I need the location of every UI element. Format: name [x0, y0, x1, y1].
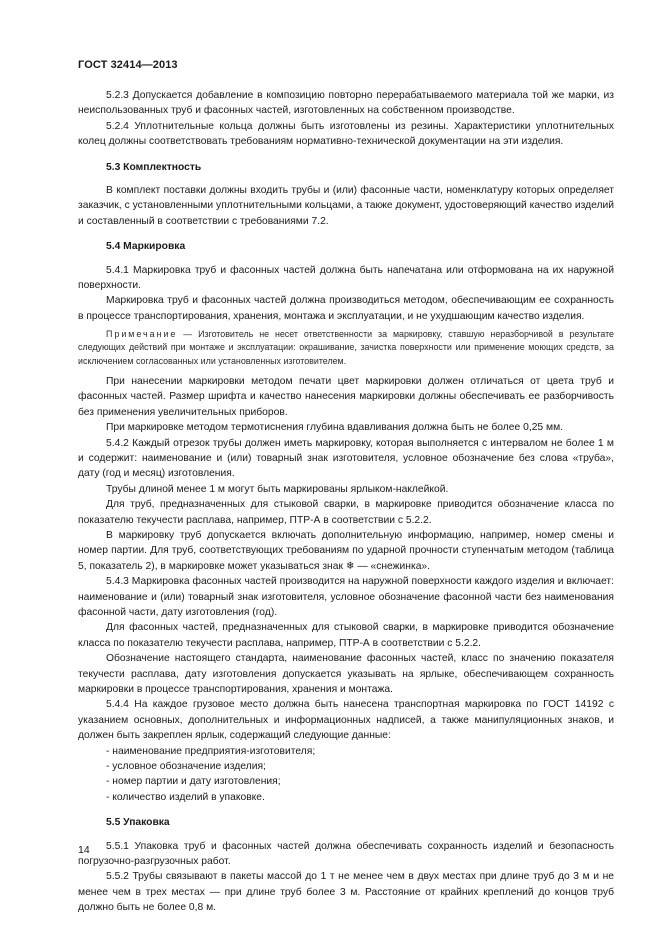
printing-paragraph: При нанесении маркировки методом печати цвет маркировки должен отличаться от цвета труб и фасонных частей. Размер шрифта и качество нанесения маркировки должны обеспечивать ее разборчивость без применения увеличительных приборов. [78, 375, 614, 418]
document-body [78, 88, 614, 916]
clause-5-3-text: В комплект поставки должны входить трубы и (или) фасонные части, номенклатуру которых определяет заказчик, с установленными уплотнительными кольцами, а также документ, удостоверяющий качество изделий и составленный в соответствии с требованиями 7.2. [78, 185, 614, 227]
thermo-embossing-paragraph: При маркировке методом термотиснения глубина вдавливания должна быть не более 0,25 мм. [106, 422, 564, 434]
clause-5-2-3: 5.2.3 Допускается добавление в композицию повторно перерабатываемого материала той же марки, из неиспользованных труб и фасонных частей, изготовленных на собственном производстве. [78, 90, 614, 117]
butt-welding-fittings-paragraph: Для фасонных частей, предназначенных для стыковой сварки, в маркировке приводится обозначение класса по показателю текучести расплава, например, ПТР-А в соответствии с 5.2.2. [78, 622, 614, 649]
note-paragraph [78, 328, 614, 368]
section-heading-5-4: 5.4 Маркировка [106, 241, 186, 253]
clause-5-4-3: 5.4.3 Маркировка фасонных частей производится на наружной поверхности каждого изделия и включает: наименование и (или) товарный знак изготовителя, условное обозначение фасонной части без наименования фасонной части, дату изготовления (год). [78, 576, 614, 618]
list-item: - условное обозначение изделия; [106, 761, 266, 773]
section-heading-5-3: 5.3 Комплектность [106, 161, 202, 173]
clause-5-4-4: 5.4.4 На каждое грузовое место должна быть нанесена транспортная маркировка по ГОСТ 14192 с указанием основных, дополнительных и информационных надписей, а также манипуляционных знаков, и должен быть закреплен ярлык, содержащий следующие данные: [78, 699, 614, 742]
clause-5-2-4: 5.2.4 Уплотнительные кольца должны быть изготовлены из резины. Характеристики уплотнительных колец должны соответствовать требованиям нормативно-технической документации на эти изделия. [78, 120, 614, 148]
clause-5-4-2: 5.4.2 Каждый отрезок трубы должен иметь маркировку, которая выполняется с интервалом не более 1 м и содержит: наименование и (или) товарный знак изготовителя, условное обозначение без слова «труба», дату (год и месяц) изготовления. [78, 437, 614, 480]
note-text: — Изготовитель не несет ответственности за маркировку, ставшую неразборчивой в результате следующих действий при монтаже и эксплуатации: окрашивание, зачистка поверхности или применение моющих средств, за исключением согласованных или установленных изготовителем. [78, 329, 614, 366]
short-pipes-paragraph: Трубы длиной менее 1 м могут быть маркированы ярлыком-наклейкой. [106, 483, 449, 495]
clause-5-5-2: 5.5.2 Трубы связывают в пакеты массой до 1 т не менее чем в двух местах при длине труб до 3 м и не менее чем в трех местах — при длине труб более 3 м. Расстояние от крайних креплений до концов труб должно быть не более 0,8 м. [78, 871, 614, 914]
extra-info-paragraph: В маркировку труб допускается включать дополнительную информацию, например, номер смены и номер партии. Для труб, соответствующих требованиям по ударной прочности ступенчатым методом (таблица 5, показатель 2), в маркировке может указываться знак ❄ — «снежинка». [78, 529, 614, 572]
butt-welding-pipes-paragraph: Для труб, предназначенных для стыковой сварки, в маркировке приводится обозначение класса по показателю текучести расплава, например, ПТР-А в соответствии с 5.2.2. [78, 499, 614, 526]
list-item: - количество изделий в упаковке. [106, 791, 265, 803]
page-number: 14 [78, 844, 90, 856]
list-item: - номер партии и дату изготовления; [106, 776, 281, 788]
standard-code-header: ГОСТ 32414—2013 [78, 59, 178, 71]
list-item: - наименование предприятия-изготовителя; [106, 745, 316, 757]
label-info-paragraph: Обозначение настоящего стандарта, наименование фасонных частей, класс по значению показателя текучести расплава, дату изготовления допускается указывать на ярлыке, обеспечивающем сохранность маркировки в процессе транспортирования, хранения и монтажа. [78, 653, 614, 696]
note-label: Примечание [106, 329, 178, 340]
clause-5-4-1-durability: Маркировка труб и фасонных частей должна производиться методом, обеспечивающим ее сохранность в процессе транспортирования, хранения, монтажа и эксплуатации, и не ухудшающим качество изделия. [78, 295, 614, 322]
clause-5-5-1: 5.5.1 Упаковка труб и фасонных частей должна обеспечивать сохранность изделий и безопасность погрузочно-разгрузочных работ. [78, 840, 614, 868]
clause-5-4-1: 5.4.1 Маркировка труб и фасонных частей должна быть напечатана или отформована на их наружной поверхности. [78, 264, 614, 292]
section-heading-5-5: 5.5 Упаковка [106, 817, 170, 829]
